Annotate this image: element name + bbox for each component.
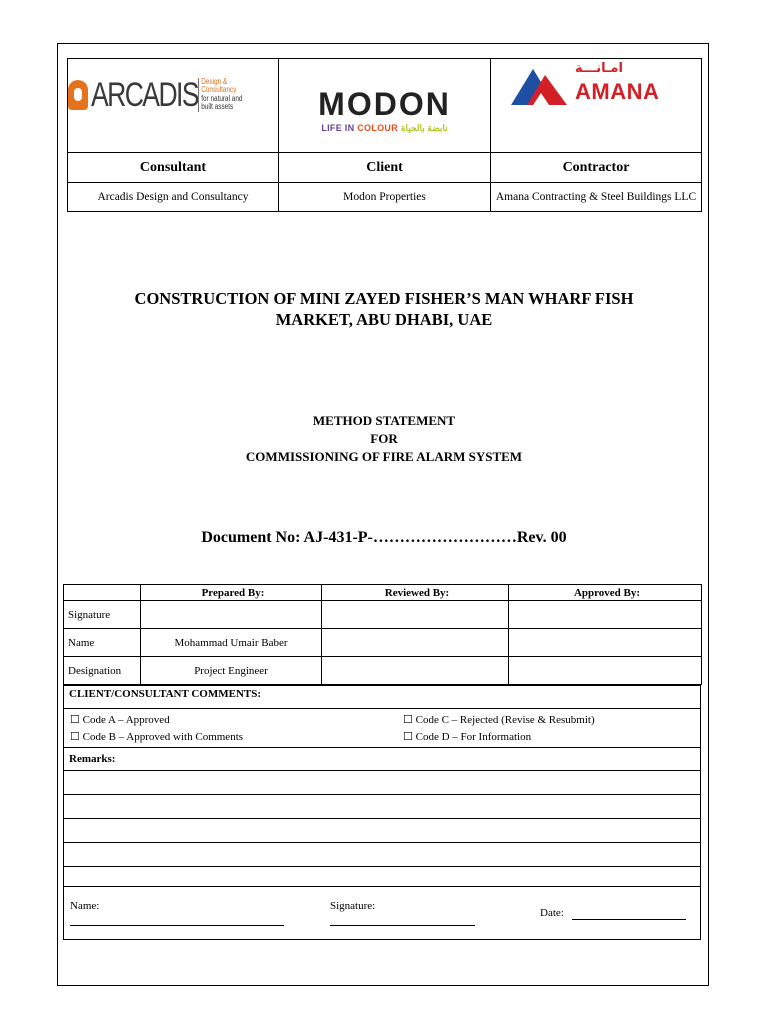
arcadis-logo-cell [68, 59, 279, 153]
amana-wordmark: AMANA [575, 79, 660, 104]
role-consultant: Consultant [68, 153, 279, 183]
arcadis-wordmark: ARCADIS [91, 75, 199, 114]
amana-logo-cell [491, 59, 702, 153]
arcadis-mark-icon [68, 78, 89, 112]
approvals-header-prepared: Prepared By: [141, 585, 322, 601]
approvals-header-reviewed: Reviewed By: [322, 585, 509, 601]
footer-name-label: Name: [70, 900, 100, 912]
approvals-row-designation: Designation Project Engineer [64, 657, 702, 685]
remarks-line[interactable] [63, 771, 701, 795]
comments-heading: CLIENT/CONSULTANT COMMENTS: [63, 685, 701, 709]
approvals-header-approved: Approved By: [509, 585, 702, 601]
role-contractor: Contractor [491, 153, 702, 183]
amana-triangle-icon [511, 65, 571, 107]
method-statement-title: METHOD STATEMENT FOR COMMISSIONING OF FIRE ALARM SYSTEM [245, 413, 523, 464]
modon-tagline: LIFE IN COLOUR نابضة بالحياة [321, 122, 448, 133]
header-table [67, 58, 702, 212]
approvals-header-blank [64, 585, 141, 601]
role-client: Client [279, 153, 491, 183]
comment-codes [63, 709, 701, 747]
modon-wordmark: MODON [318, 85, 451, 122]
signoff-footer [63, 887, 701, 940]
document-page [57, 43, 709, 986]
modon-logo [279, 85, 490, 134]
project-title: CONSTRUCTION OF MINI ZAYED FISHER’S MAN WHARF FISH MARKET, ABU DHABI, UAE [134, 289, 634, 329]
prepared-signature-field[interactable] [141, 601, 322, 629]
code-d-checkbox[interactable]: ☐ Code D – For Information [403, 731, 532, 743]
approvals-row-name: Name Mohammad Umair Baber [64, 629, 702, 657]
reviewed-name-field[interactable] [322, 629, 509, 657]
approvals-row-signature: Signature [64, 601, 702, 629]
party-consultant: Arcadis Design and Consultancy [68, 183, 279, 212]
footer-signature-label: Signature: [330, 900, 376, 912]
prepared-name-field[interactable]: Mohammad Umair Baber [141, 629, 322, 657]
remarks-label: Remarks: [63, 747, 701, 771]
amana-logo [491, 59, 701, 152]
amana-arabic-wordmark: امـانـــة [575, 61, 623, 76]
code-c-checkbox[interactable]: ☐ Code C – Rejected (Revise & Resubmit) [403, 714, 595, 726]
remarks-line[interactable] [63, 795, 701, 819]
party-contractor: Amana Contracting & Steel Buildings LLC [491, 183, 702, 212]
document-number: Document No: AJ-431-P-………………………Rev. 00 [201, 529, 567, 546]
remarks-line[interactable] [63, 819, 701, 843]
arcadis-tagline: Design & Consultancy for natural and built assets [198, 78, 262, 112]
prepared-designation-field[interactable]: Project Engineer [141, 657, 322, 685]
code-a-checkbox[interactable]: ☐ Code A – Approved [70, 714, 170, 726]
remarks-line[interactable] [63, 864, 701, 887]
party-client: Modon Properties [279, 183, 491, 212]
footer-name-line[interactable] [70, 925, 284, 926]
approved-designation-field[interactable] [509, 657, 702, 685]
approvals-table [63, 584, 702, 685]
code-b-checkbox[interactable]: ☐ Code B – Approved with Comments [70, 731, 244, 743]
footer-date-label: Date: [540, 907, 564, 919]
reviewed-signature-field[interactable] [322, 601, 509, 629]
approved-signature-field[interactable] [509, 601, 702, 629]
approved-name-field[interactable] [509, 629, 702, 657]
modon-logo-cell [279, 59, 491, 153]
arcadis-logo [68, 48, 278, 141]
footer-date-line[interactable] [572, 919, 686, 920]
reviewed-designation-field[interactable] [322, 657, 509, 685]
footer-signature-line[interactable] [330, 925, 475, 926]
